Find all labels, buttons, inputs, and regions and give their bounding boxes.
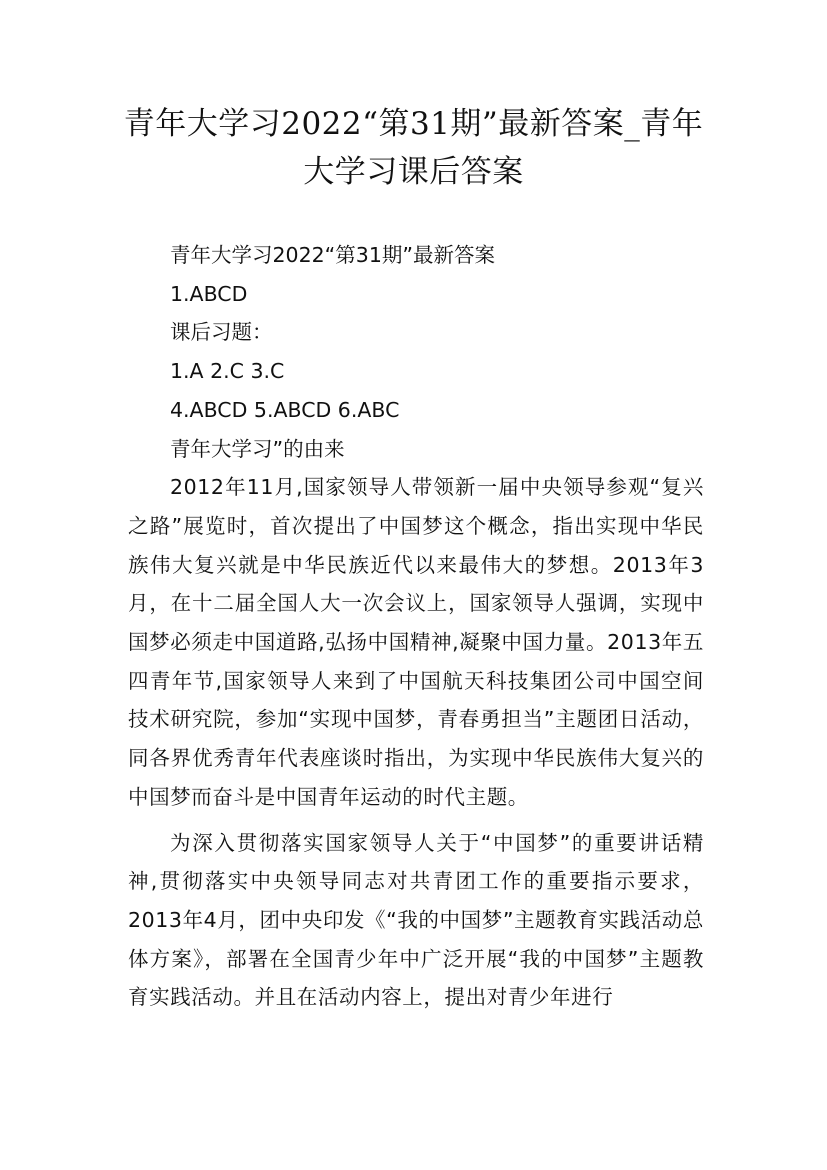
- answer-line: 1.A 2.C 3.C: [170, 359, 285, 384]
- subtitle-line: 青年大学习2022“第31期”最新答案: [170, 243, 495, 267]
- body-paragraph: 为深入贯彻落实国家领导人关于“中国梦”的重要讲话精神,贯彻落实中央领导同志对共青团工作的重要指示要求，2013年4月，团中央印发《“我的中国梦”主题教育实践活动总体方案》，部署在全国青少年中广泛开展“我的中国梦”主题教育实践活动。并且在活动内容上，提出对青少年进行: [128, 830, 704, 1010]
- answer-line: 1.ABCD: [170, 281, 248, 306]
- exercise-heading: 课后习题：: [170, 320, 273, 345]
- answer-line: 4.ABCD 5.ABCD 6.ABC: [170, 397, 400, 422]
- document-title: 青年大学习2022“第31期”最新答案_青年大学习课后答案: [123, 106, 704, 190]
- body-paragraph: 2012年11月,国家领导人带领新一届中央领导参观“复兴之路”展览时，首次提出了中国梦这个概念，指出实现中华民族伟大复兴就是中华民族近代以来最伟大的梦想。2013年3月，在十二届全国人大一次会议上，国家领导人强调，实现中国梦必须走中国道路,弘扬中国精神,凝聚中国力量。2013年五四青年节,国家领导人来到了中国航天科技集团公司中国空间技术研究院，参加“实现中国梦，青春勇担当”主题团日活动，同各界优秀青年代表座谈时指出，为实现中华民族伟大复兴的中国梦而奋斗是中国青年运动的时代主题。: [128, 475, 704, 809]
- document-body: [128, 236, 704, 1024]
- origin-heading: 青年大学习”的由来: [170, 436, 345, 461]
